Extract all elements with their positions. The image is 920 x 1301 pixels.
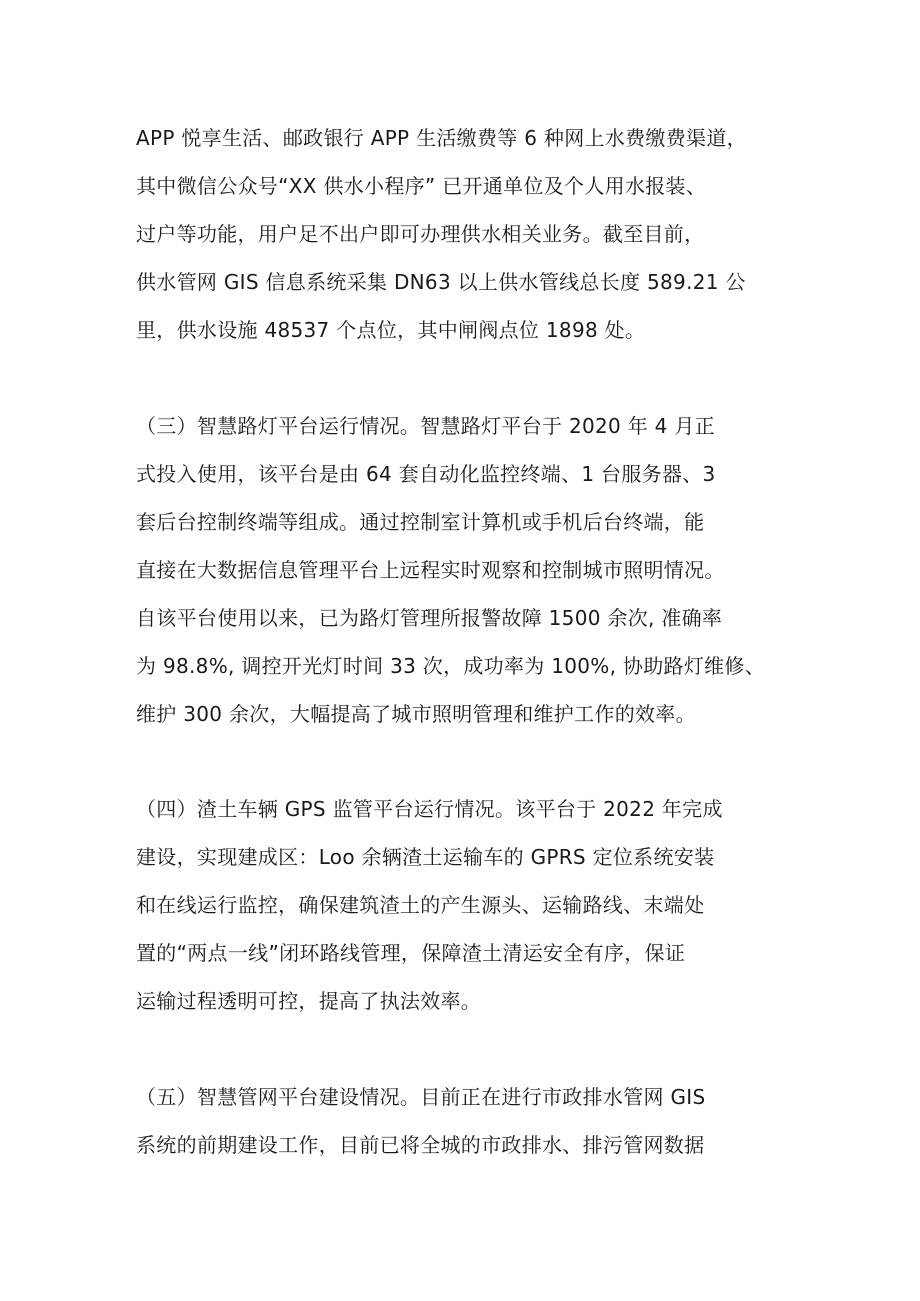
text-line: 套后台控制终端等组成。通过控制室计算机或手机后台终端，能 (136, 510, 705, 534)
text-line: （五）智慧管网平台建设情况。目前正在进行市政排水管网 GIS (136, 1085, 706, 1109)
text-line: 过户等功能，用户足不出户即可办理供水相关业务。截至目前， (136, 222, 705, 246)
paragraph-muck-truck-gps (136, 785, 796, 1025)
text-line: 供水管网 GIS 信息系统采集 DN63 以上供水管线总长度 589.21 公 (136, 270, 746, 294)
paragraph-water-payment (136, 114, 796, 354)
paragraph-smart-streetlight (136, 402, 796, 738)
text-line: 为 98.8%, 调控开光灯时间 33 次，成功率为 100%, 协助路灯维修、 (136, 654, 766, 678)
text-line: 直接在大数据信息管理平台上远程实时观察和控制城市照明情况。 (136, 558, 725, 582)
text-line: 其中微信公众号“XX 供水小程序” 已开通单位及个人用水报装、 (136, 174, 707, 198)
text-line: 置的“两点一线”闭环路线管理，保障渣土清运安全有序，保证 (136, 941, 686, 965)
text-line: （四）渣土车辆 GPS 监管平台运行情况。该平台于 2022 年完成 (136, 797, 723, 821)
text-line: 自该平台使用以来，已为路灯管理所报警故障 1500 余次, 准确率 (136, 606, 723, 630)
text-line: （三）智慧路灯平台运行情况。智慧路灯平台于 2020 年 4 月正 (136, 414, 715, 438)
text-line: 维护 300 余次，大幅提高了城市照明管理和维护工作的效率。 (136, 702, 696, 726)
text-line: APP 悦享生活、邮政银行 APP 生活缴费等 6 种网上水费缴费渠道， (136, 126, 747, 150)
text-line: 建设，实现建成区：Loo 余辆渣土运输车的 GPRS 定位系统安装 (136, 845, 715, 869)
text-line: 系统的前期建设工作，目前已将全城的市政排水、排污管网数据 (136, 1133, 705, 1157)
paragraph-smart-pipe-network (136, 1073, 796, 1169)
text-line: 里，供水设施 48537 个点位，其中闸阀点位 1898 处。 (136, 318, 646, 342)
text-line: 和在线运行监控，确保建筑渣土的产生源头、运输路线、末端处 (136, 893, 705, 917)
text-line: 式投入使用，该平台是由 64 套自动化监控终端、1 台服务器、3 (136, 462, 716, 486)
text-line: 运输过程透明可控，提高了执法效率。 (136, 989, 482, 1013)
